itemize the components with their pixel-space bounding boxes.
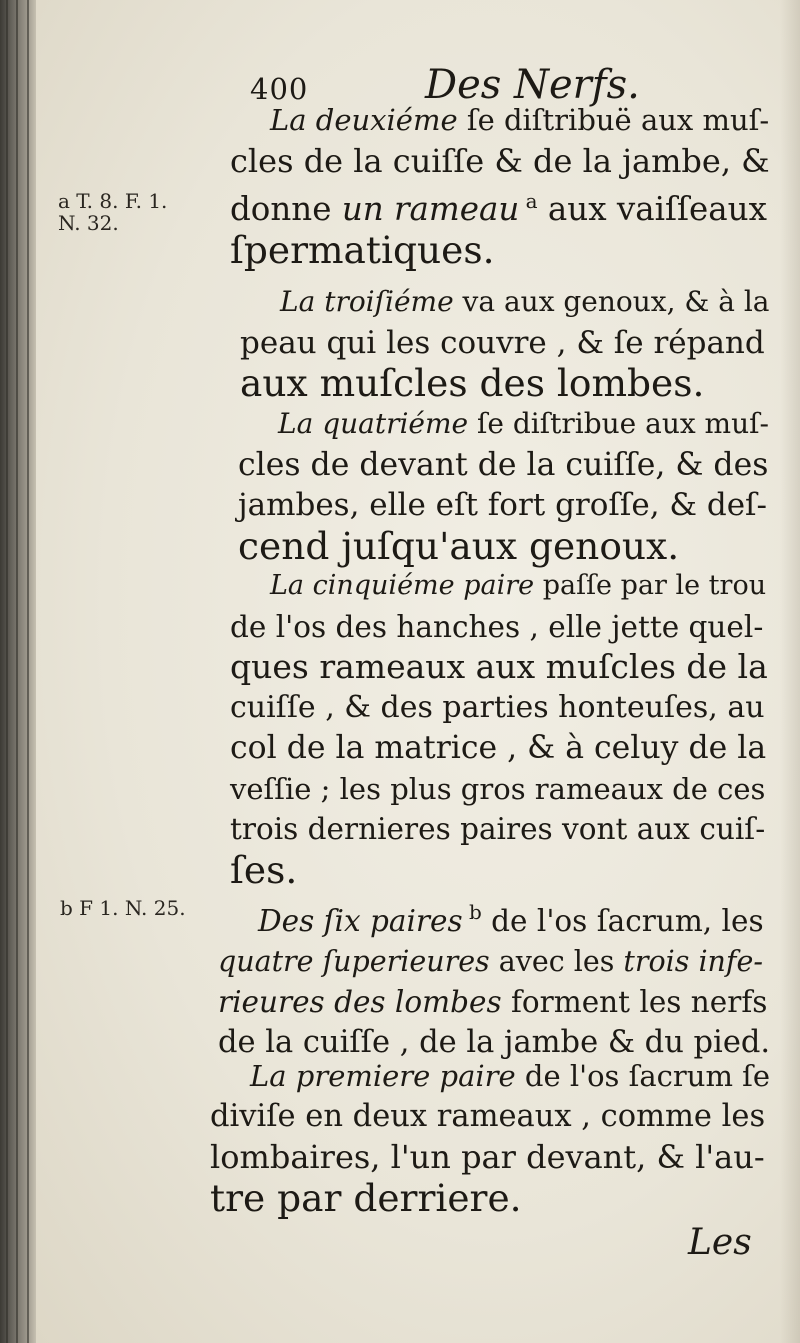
text-segment: de l'os ſacrum, les <box>481 904 764 938</box>
text-segment: ques rameaux aux muſcles de la <box>230 647 768 686</box>
text-segment: ſe diſtribue aux muſ- <box>468 407 769 440</box>
text-segment: paſſe par le trou <box>534 570 767 601</box>
text-line <box>230 607 770 648</box>
text-line <box>230 647 770 688</box>
text-segment: de la cuiſſe , de la jambe & du pied. <box>218 1024 771 1060</box>
text-line <box>210 1097 770 1138</box>
text-line <box>240 363 770 404</box>
text-segment: peau qui les couvre , & ſe répand <box>240 324 765 361</box>
text-segment: donne <box>230 190 342 228</box>
text-segment: trois dernieres paires vont aux cuiſ- <box>230 812 766 846</box>
text-line <box>240 282 770 323</box>
text-segment: rieures des lombes <box>218 985 502 1019</box>
text-segment: cuiſſe , & des parties honteuſes, au <box>230 689 765 725</box>
book-binding <box>0 0 38 1343</box>
text-segment: ſes. <box>230 847 298 892</box>
margin-note-a <box>58 190 167 234</box>
text-line <box>230 566 770 607</box>
text-line <box>230 728 770 769</box>
paragraph <box>230 566 770 890</box>
text-segment: de l'os des hanches , elle jette quel- <box>230 609 764 644</box>
text-segment: La quatriéme <box>278 407 469 440</box>
binding-edge-line <box>6 0 8 1343</box>
paragraph <box>240 282 770 404</box>
text-line <box>230 227 770 272</box>
text-segment: lombaires, l'un par devant, & l'au- <box>210 1138 765 1176</box>
text-segment: avec les <box>489 944 624 978</box>
margin-note-line: b F 1. N. 25. <box>60 896 186 920</box>
binding-edge-line <box>16 0 18 1343</box>
text-line <box>230 181 770 230</box>
paragraph <box>218 892 770 1063</box>
text-segment: La deuxiéme <box>270 103 458 137</box>
text-segment: forment les nerfs <box>501 985 768 1019</box>
text-line <box>230 847 770 892</box>
text-segment: aux muſcles des lombes. <box>240 361 705 405</box>
text-segment: cles de devant de la cuiſſe, & des <box>238 446 769 483</box>
text-line <box>238 523 770 568</box>
text-segment: cend juſqu'aux genoux. <box>238 523 680 568</box>
text-line <box>238 485 770 526</box>
running-title: Des Nerfs. <box>425 62 640 108</box>
text-segment: un rameau <box>341 190 520 228</box>
text-segment: Des ſix paires <box>258 904 463 938</box>
text-line <box>230 100 770 141</box>
text-line <box>218 942 770 983</box>
paragraph <box>210 1056 770 1218</box>
margin-note-line: a T. 8. F. 1. <box>58 189 168 213</box>
text-line <box>230 809 770 850</box>
text-line <box>218 892 770 942</box>
paragraph <box>238 404 770 566</box>
page-edge-shadow <box>780 0 800 1343</box>
text-segment: ſe diſtribuë aux muſ- <box>457 103 770 137</box>
text-segment: La troiſiéme <box>280 285 454 318</box>
text-segment: veſſie ; les plus gros rameaux de ces <box>230 771 766 806</box>
text-line <box>240 323 770 364</box>
text-line <box>230 688 770 729</box>
text-segment: jambes, elle eſt fort groſſe, & deſ- <box>238 487 767 523</box>
text-segment: col de la matrice , & à celuy de la <box>230 730 767 766</box>
text-segment: trois infe- <box>623 944 763 978</box>
text-segment: quatre ſuperieures <box>218 944 490 978</box>
catchword: Les <box>688 1222 752 1263</box>
text-line <box>230 769 770 810</box>
text-line <box>210 1137 770 1178</box>
text-line <box>238 404 770 445</box>
margin-note-line: N. 32. <box>58 211 119 235</box>
text-segment: cles de la cuiſſe & de la jambe, & <box>230 141 770 180</box>
text-line <box>230 141 770 182</box>
paragraph <box>230 100 770 270</box>
text-segment: ſpermatiques. <box>230 227 495 272</box>
text-segment: diviſe en deux rameaux , comme les <box>210 1098 766 1134</box>
margin-note-b <box>60 897 186 919</box>
footnote-marker: b <box>462 900 482 924</box>
text-line <box>238 445 770 486</box>
text-segment: La cinquiéme paire <box>270 570 535 601</box>
text-segment: La premiere paire <box>250 1059 516 1093</box>
text-line <box>218 982 770 1023</box>
text-segment: aux vaiſſeaux <box>537 190 767 228</box>
text-line <box>210 1056 770 1097</box>
binding-edge-line <box>27 0 29 1343</box>
page-number: 400 <box>250 72 309 106</box>
footnote-marker: a <box>519 189 538 213</box>
text-segment: va aux genoux, & à la <box>453 285 770 318</box>
text-line <box>210 1175 770 1220</box>
text-segment: tre par derriere. <box>210 1175 522 1220</box>
text-segment: de l'os ſacrum ſe <box>515 1059 771 1093</box>
